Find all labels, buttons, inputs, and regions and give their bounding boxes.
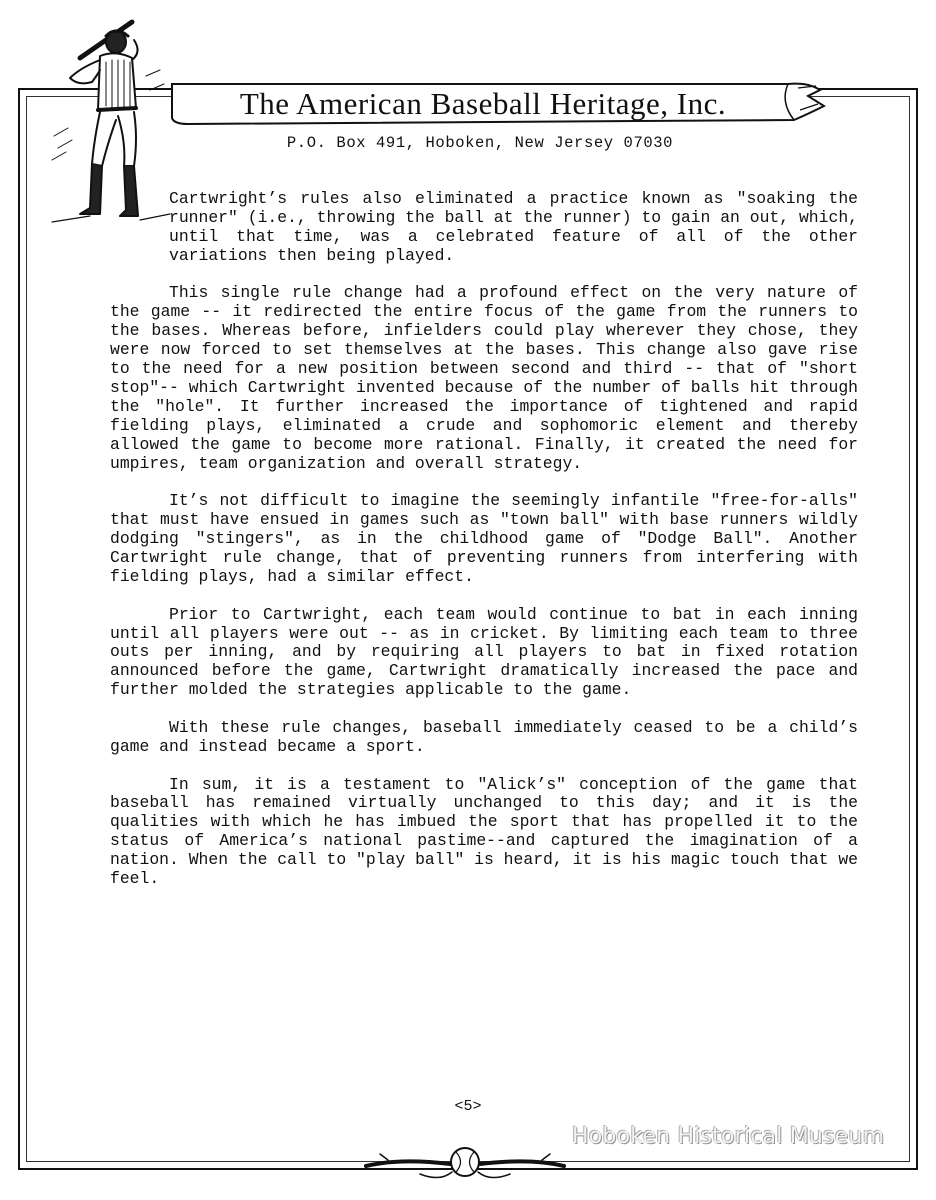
- header-banner: [168, 80, 826, 130]
- page-number: <5>: [454, 1098, 482, 1115]
- paragraph-1: Cartwright’s rules also eliminated a practice known as "soaking the runner" (i.e., throwing the ball at the runner) to gain an out, which, until that time, was a celebrated feature of all of the other variations then being played.: [169, 189, 858, 265]
- paragraph-4: Prior to Cartwright, each team would continue to bat in each inning until all players were out -- as in cricket. By limiting each team to three outs per inning, and by requiring all players to bat in fixed rotation announced before the game, Cartwright dramatically increased the pace and further molded the strategies applicable to the game.: [110, 604, 858, 700]
- paragraph-6: In sum, it is a testament to "Alick’s" conception of the game that baseball has remained virtually unchanged to this day; and it is the qualities with which he has imbued the sport that has propelled it to the status of America’s national pastime--and captured the imagination of a nation. When the call to "play ball" is heard, it is his magic touch that we feel.: [110, 774, 858, 889]
- body-text: [110, 190, 858, 908]
- organization-address: P.O. Box 491, Hoboken, New Jersey 07030: [286, 134, 674, 152]
- organization-name: The American Baseball Heritage, Inc.: [239, 86, 727, 121]
- crossed-bats-ornament-icon: [360, 1138, 570, 1186]
- paragraph-5: With these rule changes, baseball immediately ceased to be a child’s game and instead became a sport.: [110, 717, 858, 756]
- paragraph-2: This single rule change had a profound effect on the very nature of the game -- it redirected the entire focus of the game from the runners to the bases. Whereas before, infielders could play wherever they chose, they were now forced to set themselves at the bases. This change also gave rise to the need for a new position between second and third -- that of "short stop"-- which Cartwright invented because of the number of balls hit through the "hole". It further increased the importance of tightened and rapid fielding plays, eliminated a crude and sophomoric element and thereby allowed the game to become more rational. Finally, it created the need for umpires, team organization and overall strategy.: [110, 283, 858, 473]
- museum-watermark: Hoboken Historical Museum: [572, 1124, 885, 1149]
- paragraph-3: It’s not difficult to imagine the seemingly infantile "free-for-alls" that must have ensued in games such as "town ball" with base runners wildly dodging "stingers", as in the childhood game of "Dodge Ball". Another Cartwright rule change, that of preventing runners from interfering with fielding plays, had a similar effect.: [110, 491, 858, 586]
